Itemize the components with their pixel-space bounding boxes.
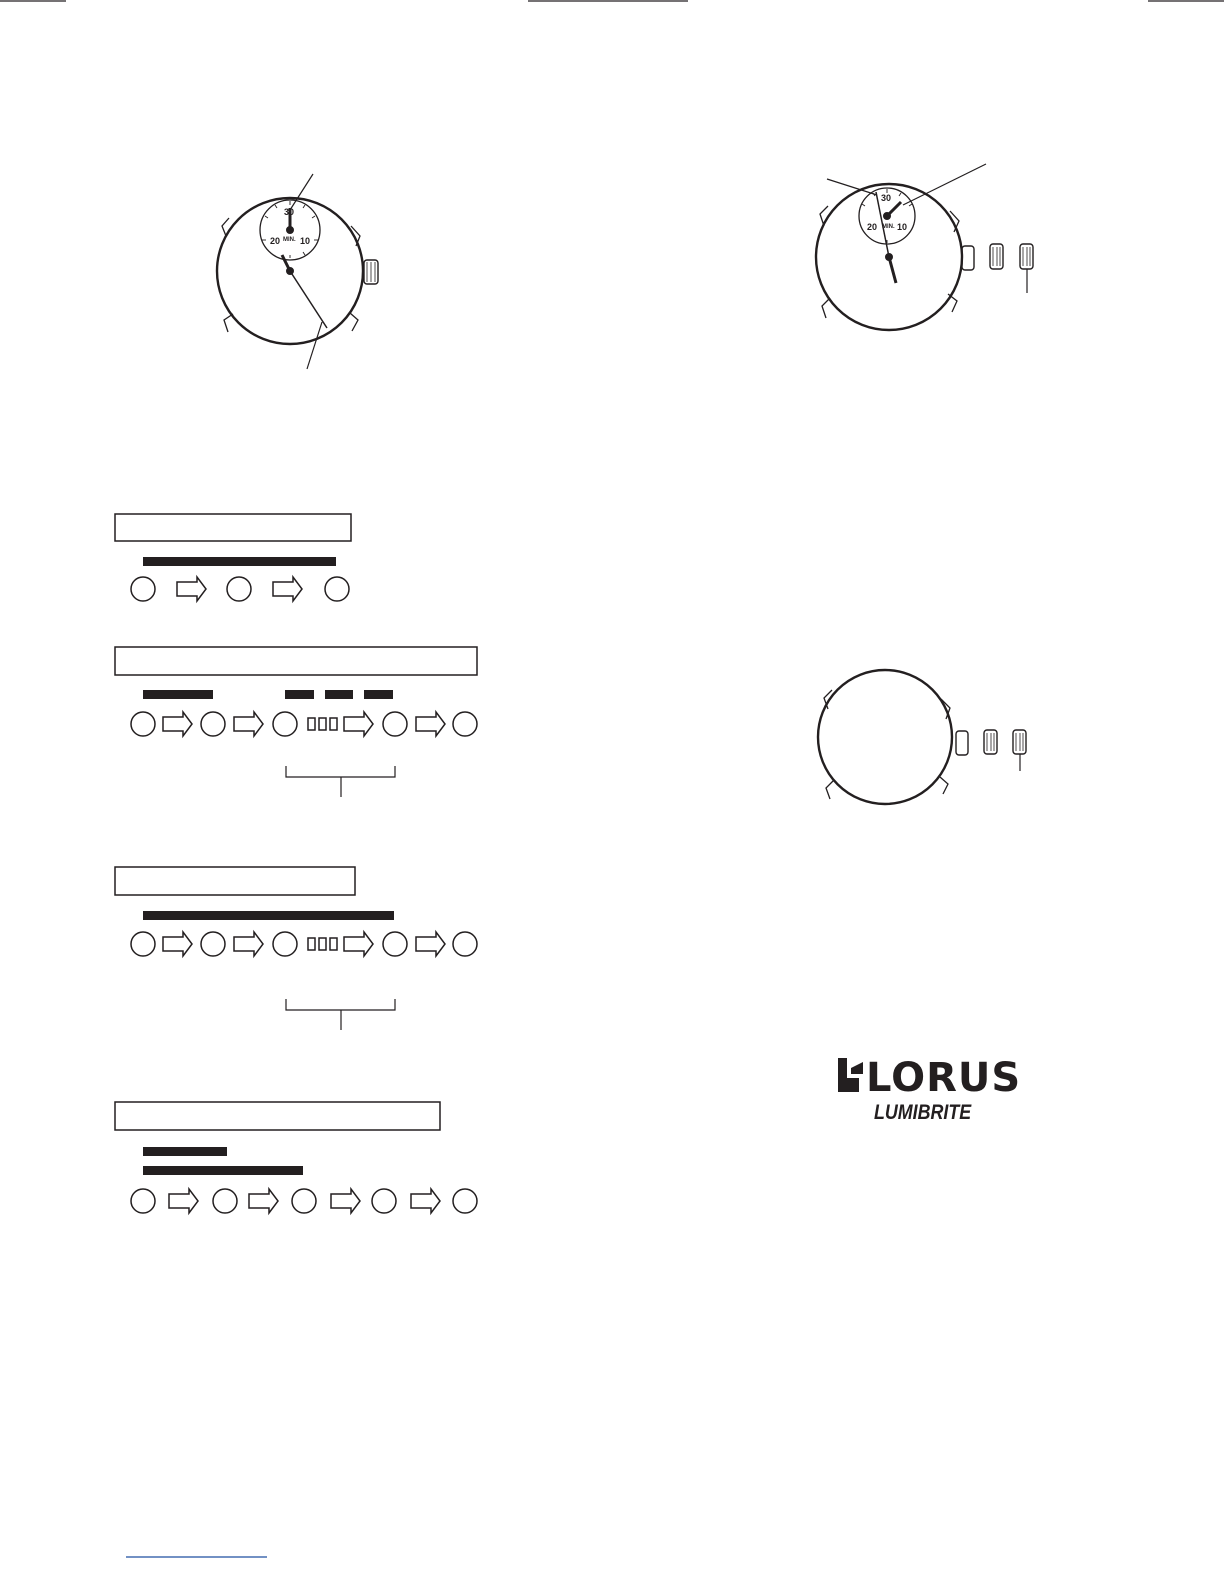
watch-diagram-middle-right xyxy=(818,670,1026,804)
subdial-30: 30 xyxy=(284,207,295,217)
lorus-logo-mark-icon xyxy=(838,1058,863,1092)
subdial-20: 20 xyxy=(867,222,878,232)
subdial-min: MIN. xyxy=(283,237,296,243)
subdial-10: 10 xyxy=(897,222,908,232)
subdial-30: 30 xyxy=(881,193,892,203)
watch-diagram-upper-left xyxy=(217,174,378,369)
procedure-block-4 xyxy=(115,1102,477,1213)
procedure-block-2 xyxy=(115,647,477,797)
brand-sub-logo: LUMIBRITE xyxy=(874,1101,972,1124)
subdial-min: MIN. xyxy=(882,224,895,230)
procedure-block-3 xyxy=(115,867,477,1030)
watch-diagram-upper-right xyxy=(816,164,1033,330)
subdial-20: 20 xyxy=(270,236,281,246)
brand-logo: LORUS xyxy=(866,1055,1022,1101)
procedure-block-1 xyxy=(115,514,351,601)
subdial-10: 10 xyxy=(300,236,311,246)
